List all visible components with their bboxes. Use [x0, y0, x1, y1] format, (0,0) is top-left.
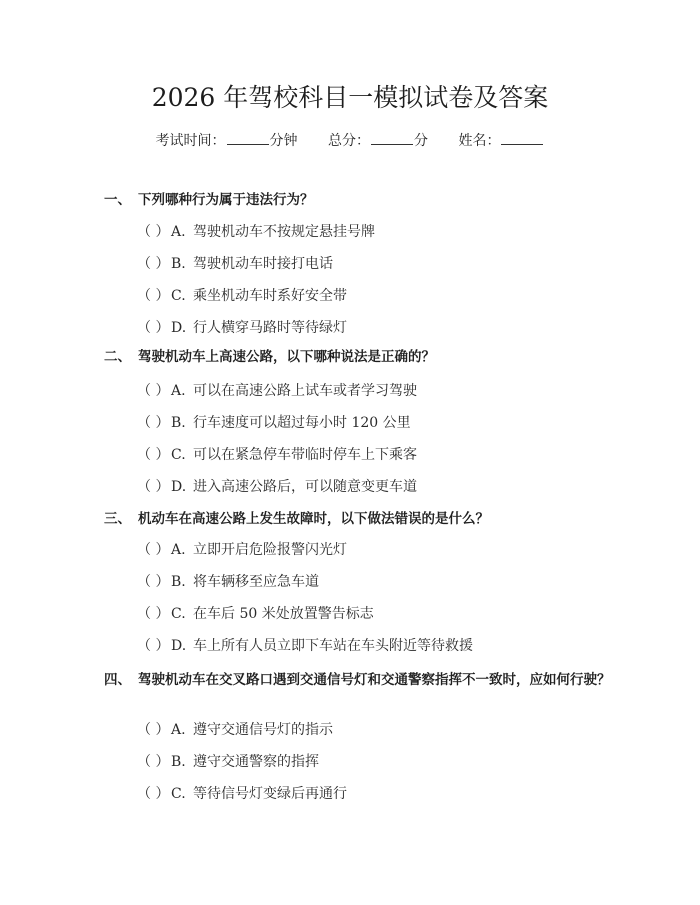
- answer-blank[interactable]: （ ）: [137, 320, 170, 336]
- question-4: [104, 668, 624, 693]
- answer-blank[interactable]: （ ）: [137, 224, 170, 240]
- option-2c: [137, 445, 417, 465]
- option-text: 乘坐机动车时系好安全带: [193, 288, 347, 304]
- answer-blank[interactable]: （ ）: [137, 447, 170, 463]
- answer-blank[interactable]: （ ）: [137, 574, 170, 590]
- answer-blank[interactable]: （ ）: [137, 479, 170, 495]
- score-blank: [371, 130, 413, 145]
- option-1c: [137, 286, 347, 306]
- question-2: [104, 345, 624, 370]
- question-number: 二、: [104, 349, 131, 365]
- option-letter: A.: [171, 224, 186, 240]
- option-text: 遵守交通警察的指挥: [193, 754, 319, 770]
- answer-blank[interactable]: （ ）: [137, 383, 170, 399]
- option-letter: D.: [171, 320, 187, 336]
- option-text: 可以在高速公路上试车或者学习驾驶: [193, 383, 417, 399]
- name-blank: [501, 130, 543, 145]
- question-text: 驾驶机动车在交叉路口遇到交通信号灯和交通警察指挥不一致时，应如何行驶？: [138, 672, 611, 688]
- option-letter: C.: [171, 447, 186, 463]
- answer-blank[interactable]: （ ）: [137, 542, 170, 558]
- option-2a: [137, 381, 417, 401]
- option-letter: B.: [171, 415, 186, 431]
- option-1b: [137, 254, 333, 274]
- option-letter: B.: [171, 256, 186, 272]
- option-1a: [137, 222, 375, 242]
- option-letter: D.: [171, 638, 187, 654]
- option-3c: [137, 604, 374, 624]
- score-unit: 分: [414, 133, 428, 149]
- question-1: [104, 188, 624, 213]
- option-text: 遵守交通信号灯的指示: [193, 722, 333, 738]
- answer-blank[interactable]: （ ）: [137, 722, 170, 738]
- option-text: 驾驶机动车时接打电话: [193, 256, 333, 272]
- option-text: 等待信号灯变绿后再通行: [193, 786, 347, 802]
- answer-blank[interactable]: （ ）: [137, 288, 170, 304]
- question-3: [104, 507, 624, 532]
- option-text: 进入高速公路后，可以随意变更车道: [193, 479, 417, 495]
- question-number: 四、: [104, 672, 131, 688]
- option-3a: [137, 540, 347, 560]
- option-letter: B.: [171, 574, 186, 590]
- time-blank: [227, 130, 269, 145]
- option-text: 在车后 50 米处放置警告标志: [193, 606, 374, 622]
- option-text: 行人横穿马路时等待绿灯: [193, 320, 347, 336]
- option-letter: B.: [171, 754, 186, 770]
- answer-blank[interactable]: （ ）: [137, 606, 170, 622]
- option-4c: [137, 784, 347, 804]
- option-4a: [137, 720, 333, 740]
- question-text: 机动车在高速公路上发生故障时，以下做法错误的是什么？: [138, 511, 489, 527]
- answer-blank[interactable]: （ ）: [137, 415, 170, 431]
- answer-blank[interactable]: （ ）: [137, 754, 170, 770]
- option-2d: [137, 477, 417, 497]
- question-text: 下列哪种行为属于违法行为？: [138, 192, 314, 208]
- option-text: 行车速度可以超过每小时 120 公里: [193, 415, 411, 431]
- option-text: 将车辆移至应急车道: [193, 574, 319, 590]
- option-text: 立即开启危险报警闪光灯: [193, 542, 347, 558]
- score-label: 总分：: [328, 133, 370, 149]
- option-letter: C.: [171, 288, 186, 304]
- name-label: 姓名：: [458, 133, 501, 149]
- option-3d: [137, 636, 473, 656]
- option-4b: [137, 752, 319, 772]
- option-letter: D.: [171, 479, 187, 495]
- question-number: 三、: [104, 511, 131, 527]
- option-text: 驾驶机动车不按规定悬挂号牌: [193, 224, 375, 240]
- option-letter: C.: [171, 786, 186, 802]
- option-3b: [137, 572, 319, 592]
- time-label: 考试时间：: [155, 133, 226, 149]
- option-letter: C.: [171, 606, 186, 622]
- question-number: 一、: [104, 192, 131, 208]
- option-letter: A.: [171, 542, 186, 558]
- answer-blank[interactable]: （ ）: [137, 256, 170, 272]
- option-1d: [137, 318, 347, 338]
- option-text: 可以在紧急停车带临时停车上下乘客: [193, 447, 417, 463]
- time-unit: 分钟: [269, 133, 298, 149]
- exam-info-line: [0, 130, 700, 151]
- question-text: 驾驶机动车上高速公路，以下哪种说法是正确的？: [138, 349, 435, 365]
- answer-blank[interactable]: （ ）: [137, 786, 170, 802]
- answer-blank[interactable]: （ ）: [137, 638, 170, 654]
- option-2b: [137, 413, 411, 433]
- exam-title: 2026 年驾校科目一模拟试卷及答案: [151, 83, 549, 112]
- option-text: 车上所有人员立即下车站在车头附近等待救援: [193, 638, 473, 654]
- option-letter: A.: [171, 722, 186, 738]
- option-letter: A.: [171, 383, 186, 399]
